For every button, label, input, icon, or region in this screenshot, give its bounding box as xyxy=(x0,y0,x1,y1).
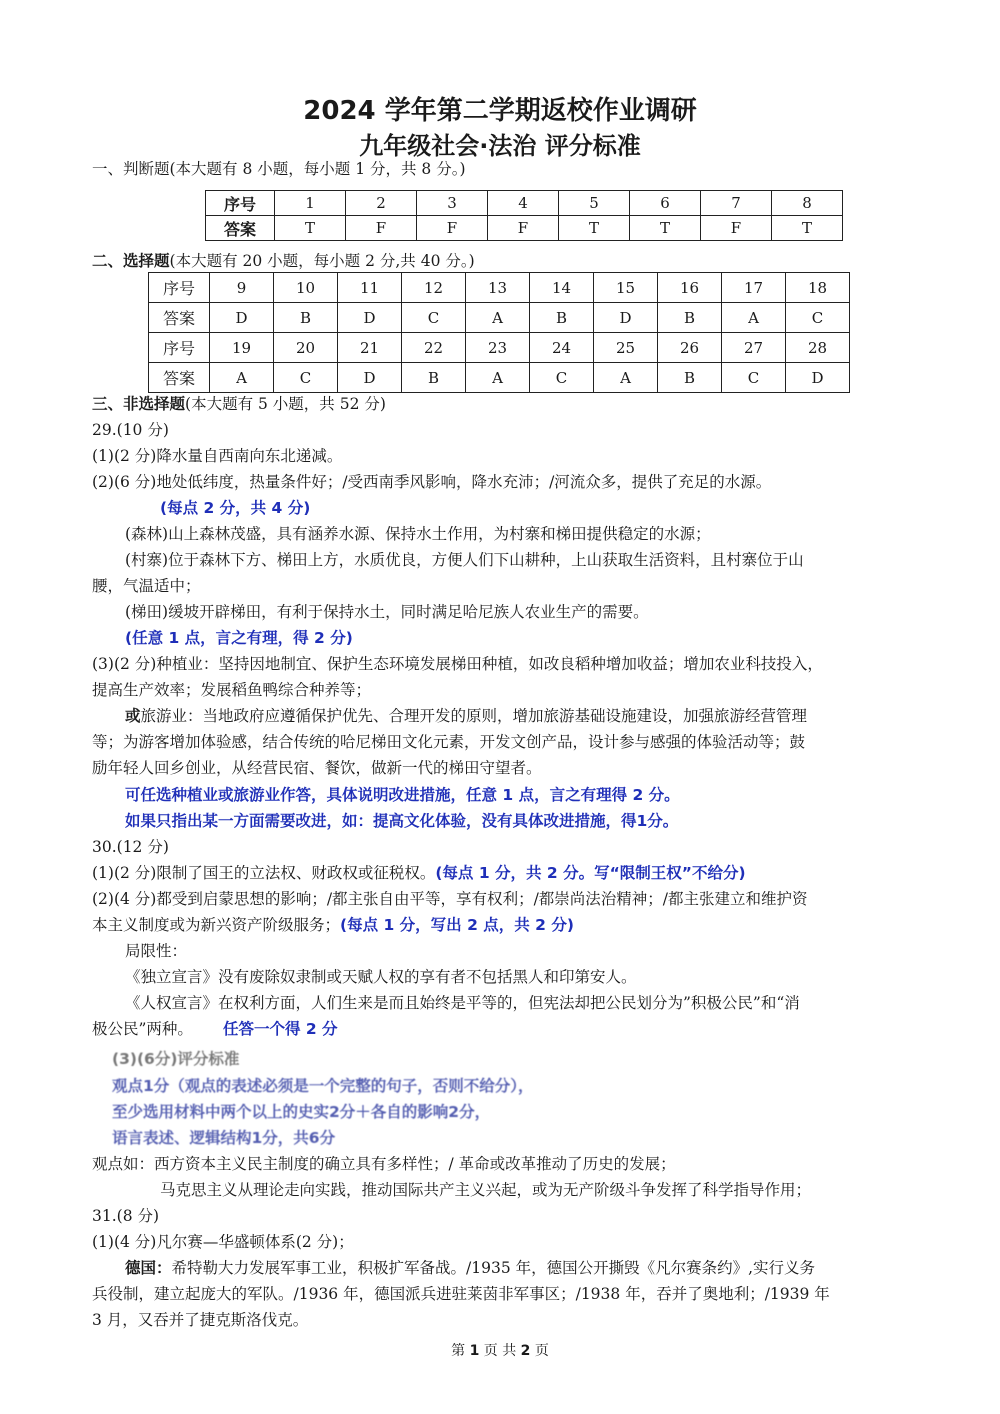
answer-cell: B xyxy=(530,303,594,333)
section2-answer-row xyxy=(149,363,850,393)
q30-part1-scoring-note: (每点 1 分，共 2 分。写“限制王权”不给分) xyxy=(435,864,746,882)
answer-cell: B xyxy=(274,303,338,333)
q31-part1: (1)(4 分)凡尔赛—华盛顿体系(2 分)； xyxy=(92,1233,354,1251)
q30-part3-criterion-viewpoint: 观点1分（观点的表述必须是一个完整的句子，否则不给分）， xyxy=(112,1077,534,1095)
question-number: 16 xyxy=(658,273,722,303)
q31-germany-line3: 3 月，又吞并了捷克斯洛伐克。 xyxy=(92,1311,309,1329)
answer-cell: T xyxy=(275,216,346,241)
section2-num-row xyxy=(149,333,850,363)
footer-suffix: 页 xyxy=(534,1343,549,1359)
q29-any-point-note: (任意 1 点，言之有理，得 2 分) xyxy=(125,629,353,647)
q30-part3-criterion-language: 语言表述、逻辑结构1分，共6分 xyxy=(112,1129,336,1147)
q29-forest: (森林)山上森林茂盛，具有涵养水源、保持水土作用，为村寨和梯田提供稳定的水源； xyxy=(125,525,711,543)
section2-answer-row xyxy=(149,303,850,333)
q30-limitation-rights-text: 极公民”两种。 xyxy=(92,1020,193,1038)
answer-cell: D xyxy=(338,363,402,393)
answer-cell: A xyxy=(722,303,786,333)
q30-part2-line2 xyxy=(92,914,574,936)
q30-limitation-declaration-independence: 《独立宣言》没有废除奴隶制或天赋人权的享有者不包括黑人和印第安人。 xyxy=(125,968,637,986)
q30-viewpoint-example2: 马克思主义从理论走向实践，推动国际共产主义兴起，或为无产阶级斗争发挥了科学指导作用； xyxy=(160,1181,812,1199)
q29-part3-line1: (3)(2 分)种植业：坚持因地制宜、保护生态环境发展梯田种植，如改良稻种增加收益；增加农业科技投入， xyxy=(92,655,823,673)
section1-heading: 一、判断题(本大题有 8 小题，每小题 1 分，共 8 分。) xyxy=(92,160,466,178)
footer-middle: 页 共 xyxy=(483,1343,517,1359)
answer-cell: C xyxy=(274,363,338,393)
section2-heading-rest: (本大题有 20 小题，每小题 2 分,共 40 分。) xyxy=(169,252,475,270)
question-number: 10 xyxy=(274,273,338,303)
answer-cell: F xyxy=(701,216,772,241)
row-label: 答案 xyxy=(149,303,210,333)
q30-viewpoint-example1: 观点如：西方资本主义民主制度的确立具有多样性；/ 革命或改革推动了历史的发展； xyxy=(92,1155,676,1173)
q30-part2-scoring-note: (每点 1 分，写出 2 点，共 2 分) xyxy=(340,916,574,934)
answer-cell: D xyxy=(338,303,402,333)
question-number: 17 xyxy=(722,273,786,303)
q30-limitation-note: 任答一个得 2 分 xyxy=(222,1020,338,1038)
footer-page-number: 1 xyxy=(469,1343,480,1359)
q30-part2-text: 本主义制度或为新兴资产阶级服务； xyxy=(92,916,341,934)
section1-answer-table xyxy=(205,190,843,241)
answer-cell: A xyxy=(594,363,658,393)
section2-heading xyxy=(92,250,475,272)
q29-tourism-line3: 励年轻人回乡创业，从经营民宿、餐饮，做新一代的梯田守望者。 xyxy=(92,759,542,777)
answer-cell: F xyxy=(346,216,417,241)
section3-heading-bold: 三、非选择题 xyxy=(92,395,186,413)
row-label: 序号 xyxy=(149,273,210,303)
question-number: 19 xyxy=(210,333,274,363)
question-number: 26 xyxy=(658,333,722,363)
q29-village-line2: 腰，气温适中； xyxy=(92,577,201,595)
question-number: 1 xyxy=(275,191,346,216)
question-number: 4 xyxy=(488,191,559,216)
answer-cell: D xyxy=(594,303,658,333)
answer-cell: B xyxy=(402,363,466,393)
q31-germany-line1 xyxy=(125,1257,815,1279)
q31-germany-label: 德国： xyxy=(125,1259,172,1277)
q30-part1-text: (1)(2 分)限制了国王的立法权、财政权或征税权。 xyxy=(92,864,436,882)
answer-cell: A xyxy=(466,303,530,333)
section3-heading xyxy=(92,393,386,415)
section2-num-row xyxy=(149,273,850,303)
answer-cell: F xyxy=(417,216,488,241)
answer-cell: D xyxy=(210,303,274,333)
question-number: 24 xyxy=(530,333,594,363)
row-label: 答案 xyxy=(149,363,210,393)
q29-part1: (1)(2 分)降水量自西南向东北递减。 xyxy=(92,447,343,465)
q30-part1 xyxy=(92,862,746,884)
q29-scoring-note-choice: 可任选种植业或旅游业作答，具体说明改进措施，任意 1 点，言之有理得 2 分。 xyxy=(125,786,680,804)
section1-num-row xyxy=(206,191,843,216)
q29-part3-line2: 提高生产效率；发展稻鱼鸭综合种养等； xyxy=(92,681,372,699)
q29-village-line1: (村寨)位于森林下方、梯田上方，水质优良，方便人们下山耕种，上山获取生活资料，且村寨位于山 xyxy=(125,551,804,569)
q30-part3-criterion-facts: 至少选用材料中两个以上的史实2分＋各自的影响2分， xyxy=(112,1103,491,1121)
question-number: 2 xyxy=(346,191,417,216)
q29-scoring-note-partial: 如果只指出某一方面需要改进，如：提高文化体验，没有具体改进措施，得1分。 xyxy=(125,812,679,830)
q29-tourism-or: 或 xyxy=(125,707,141,725)
q29-part2: (2)(6 分)地处低纬度，热量条件好；/受西南季风影响，降水充沛；/河流众多，提供了充足的水源。 xyxy=(92,473,772,491)
page-footer xyxy=(0,1340,1000,1360)
answer-cell: B xyxy=(658,363,722,393)
document-subtitle: 九年级社会·法治 评分标准 xyxy=(359,132,641,160)
q31-germany-line2: 兵役制，建立起庞大的军队。/1936 年，德国派兵进驻莱茵非军事区；/1938 年，吞并了奥地利；/1939 年 xyxy=(92,1285,830,1303)
q29-part2-scoring-note: (每点 2 分，共 4 分) xyxy=(160,499,311,517)
answer-cell: C xyxy=(530,363,594,393)
answer-cell: C xyxy=(786,303,850,333)
answer-cell: T xyxy=(772,216,843,241)
answer-cell: C xyxy=(402,303,466,333)
footer-total-pages: 2 xyxy=(520,1343,531,1359)
q29-terrace: (梯田)缓坡开辟梯田，有利于保持水土，同时满足哈尼族人农业生产的需要。 xyxy=(125,603,649,621)
question-number: 12 xyxy=(402,273,466,303)
section1-answer-row xyxy=(206,216,843,241)
answer-cell: A xyxy=(210,363,274,393)
answer-cell: D xyxy=(786,363,850,393)
question-number: 9 xyxy=(210,273,274,303)
q30-limitation-rights-line2 xyxy=(92,1018,338,1040)
question-number: 27 xyxy=(722,333,786,363)
question-number: 7 xyxy=(701,191,772,216)
question-number: 23 xyxy=(466,333,530,363)
section3-heading-rest: (本大题有 5 小题，共 52 分) xyxy=(185,395,386,413)
section2-heading-bold: 二、选择题 xyxy=(92,252,170,270)
question-number: 13 xyxy=(466,273,530,303)
question-number: 3 xyxy=(417,191,488,216)
footer-prefix: 第 xyxy=(451,1343,466,1359)
answer-cell: C xyxy=(722,363,786,393)
q29-tourism-line2: 等；为游客增加体验感，结合传统的哈尼梯田文化元素，开发文创产品，设计参与感强的体验活动等；鼓 xyxy=(92,733,806,751)
question-number: 8 xyxy=(772,191,843,216)
section2-answer-table xyxy=(148,272,850,393)
q30-part3-heading: (3)(6分)评分标准 xyxy=(112,1050,240,1068)
q29-tourism-line1 xyxy=(125,705,807,727)
question-number: 6 xyxy=(630,191,701,216)
question-number: 11 xyxy=(338,273,402,303)
answer-cell: F xyxy=(488,216,559,241)
question-number: 28 xyxy=(786,333,850,363)
question-number: 20 xyxy=(274,333,338,363)
answer-cell: B xyxy=(658,303,722,333)
answer-cell: T xyxy=(630,216,701,241)
question-number: 18 xyxy=(786,273,850,303)
q30-limitation-label: 局限性： xyxy=(125,942,188,960)
q29-tourism-text: 旅游业：当地政府应遵循保护优先、合理开发的原则，增加旅游基础设施建设，加强旅游经营管理 xyxy=(140,707,808,725)
question-number: 22 xyxy=(402,333,466,363)
document-title: 2024 学年第二学期返校作业调研 xyxy=(303,96,697,126)
row-label: 序号 xyxy=(206,191,275,216)
q30-heading: 30.(12 分) xyxy=(92,838,169,856)
q30-limitation-rights-line1: 《人权宣言》在权利方面，人们生来是而且始终是平等的，但宪法却把公民划分为”积极公民”和“消 xyxy=(125,994,800,1012)
row-label: 答案 xyxy=(206,216,275,241)
question-number: 5 xyxy=(559,191,630,216)
question-number: 21 xyxy=(338,333,402,363)
answer-cell: T xyxy=(559,216,630,241)
answer-cell: A xyxy=(466,363,530,393)
q31-heading: 31.(8 分) xyxy=(92,1207,160,1225)
question-number: 14 xyxy=(530,273,594,303)
row-label: 序号 xyxy=(149,333,210,363)
q30-part2-line1: (2)(4 分)都受到启蒙思想的影响；/都主张自由平等，享有权利；/都崇尚法治精神；/都主张建立和维护资 xyxy=(92,890,808,908)
question-number: 15 xyxy=(594,273,658,303)
question-number: 25 xyxy=(594,333,658,363)
q29-heading: 29.(10 分) xyxy=(92,421,169,439)
q31-germany-text: 希特勒大力发展军事工业，积极扩军备战。/1935 年，德国公开撕毁《凡尔赛条约》,实行义务 xyxy=(171,1259,816,1277)
